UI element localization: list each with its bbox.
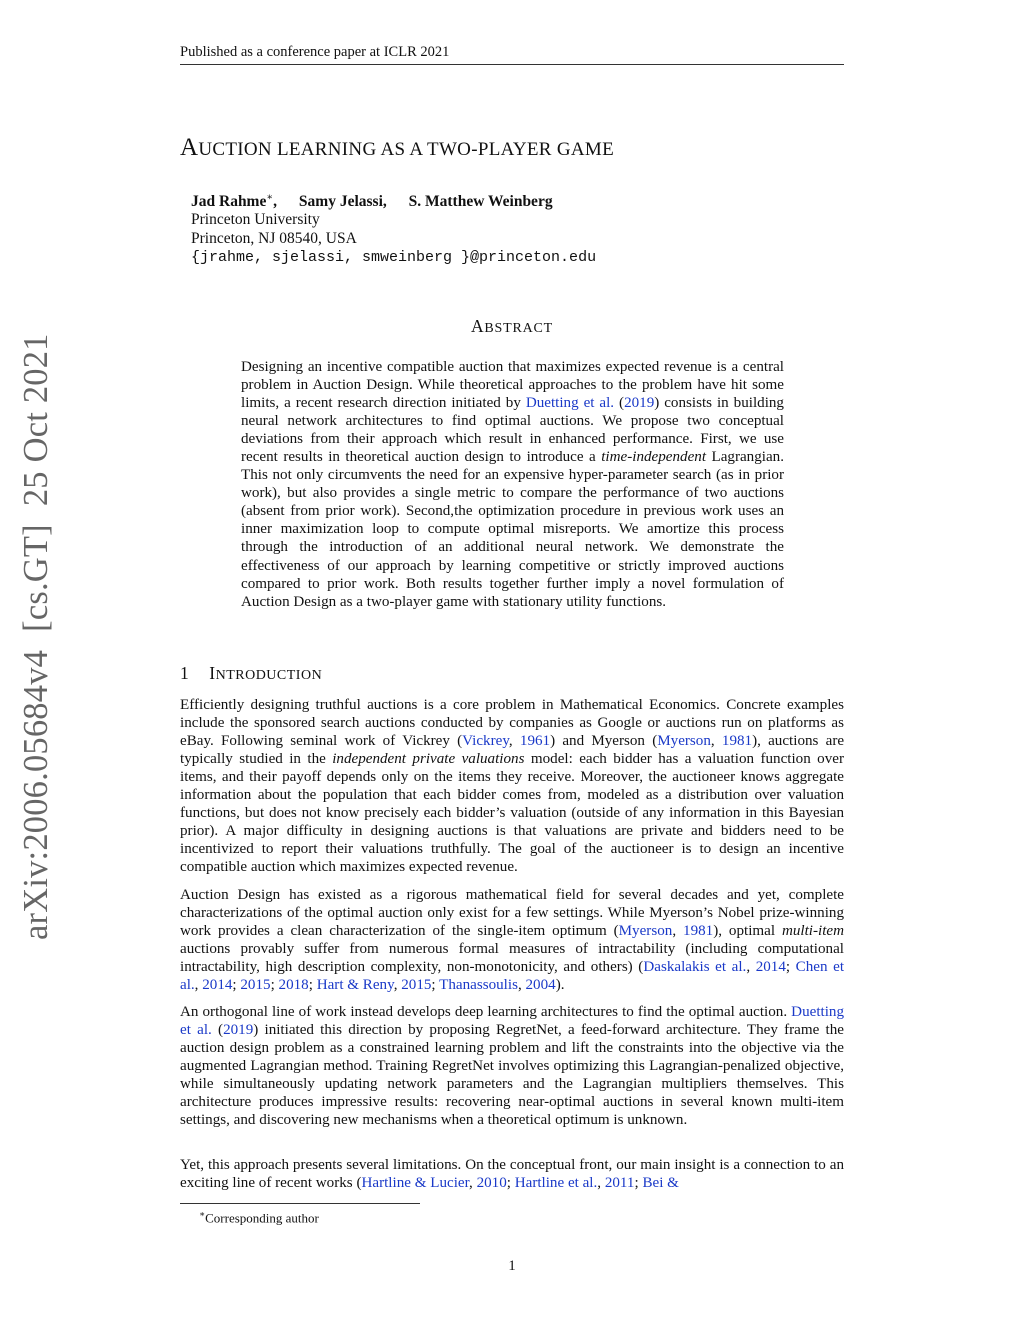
intro-paragraph-4: Yet, this approach presents several limitations. On the conceptual front, our main insight is a connection to an exciting line of recent works (Hartline & Lucier, 2010; Hartline et al., 2011; Bei & (180, 1157, 844, 1192)
title-first-letter: A (180, 134, 199, 161)
citation-link[interactable]: 2014 (755, 959, 786, 976)
abstract-heading: ABSTRACT (470, 316, 554, 336)
author: Samy Jelassi, (298, 193, 387, 211)
intro-paragraph-3: An orthogonal line of work instead develops deep learning architectures to find the optimal auction. Duetting et al. (2019) initiated this direction by proposing RegretNet, a feed-forward architecture. They frame the auction design problem as a constrained learning problem and lift the constraints into the objective via the augmented Lagrangian method. Training RegretNet involves optimizing this Lagrangian-penalized objective, while simultaneously updating network parameters and the Lagrangian multipliers themselves. This architecture produces impressive results: recovering near-optimal auctions in several known multi-item settings, and discovering new mechanisms when a theoretical optimum is unknown. (180, 1004, 844, 1129)
paper-title (180, 134, 614, 162)
citation-link[interactable]: 1961 (519, 733, 551, 750)
citation-link[interactable]: 2010 (476, 1175, 507, 1192)
citation-link[interactable]: 2015 (240, 977, 271, 994)
citation-link[interactable]: 2019 (223, 1022, 254, 1039)
citation-link[interactable]: Hart & Reny (316, 977, 394, 994)
arxiv-id: arXiv:2006.05684v4 (17, 649, 55, 940)
author-emails: {jrahme, sjelassi, smweinberg }@princeton.edu (191, 249, 597, 266)
intro-paragraph-1: Efficiently designing truthful auctions is a core problem in Mathematical Economics. Concrete examples include the sponsored search auctions conducted by companies as Google or auctions run on platforms as eBay. Following seminal work of Vickrey (Vickrey, 1961) and Myerson (Myerson, 1981), auctions are typically studied in the independent private valuations model: each bidder has a valuation function over items, and their payoff depends only on the items they receive. Moreover, the auctioneer knows aggregate information about the population that each bidder comes from, modeled as a distribution over valuation functions, but does not know precisely each bidder’s valuation (outside of any information in this Bayesian prior). A major difficulty in designing auctions is that valuations are private and bidders need to be incentivized to report their valuations truthfully. The goal of the auctioneer is to design an incentive compatible auction which maximizes expected revenue. (180, 697, 845, 876)
citation-link[interactable]: Myerson (657, 733, 711, 750)
arxiv-date: 25 Oct 2021 (17, 333, 55, 507)
citation-link[interactable]: Hartline & Lucier (361, 1175, 470, 1192)
author: Jad Rahme∗, (191, 192, 278, 211)
author: S. Matthew Weinberg (408, 193, 553, 211)
citation-link[interactable]: 1981 (683, 923, 714, 940)
citation-link[interactable]: Duetting et al. (525, 395, 615, 412)
citation-link[interactable]: 2019 (624, 395, 655, 412)
section-heading: 1 INTRODUCTION (180, 663, 323, 683)
running-header: Published as a conference paper at ICLR 2021 (180, 44, 450, 60)
footnote: ∗Corresponding author (199, 1209, 319, 1226)
citation-link[interactable]: 2015 (401, 977, 432, 994)
abstract-body: Designing an incentive compatible auction that maximizes expected revenue is a central problem in Auction Design. While theoretical approaches to the problem have hit some limits, a recent research direction initiated by Duetting et al. (2019) consists in building neural network architectures to find optimal auctions. We propose two conceptual deviations from their approach which result in enhanced performance. First, we use recent results in theoretical auction design to introduce a time-independent Lagrangian. This not only circumvents the need for an expensive hyper-parameter search (as in prior work), but also provides a single metric to compare the performance of two auctions (absent from prior work). Second,the optimization procedure in previous work uses an inner maximization loop to compute optimal misreports. We amortize this process through the introduction of an additional neural network. We demonstrate the effectiveness of our approach by learning competitive or strictly improved auctions compared to prior work. Both results together further imply a novel formulation of Auction Design as a two-player game with stationary utility functions. (241, 359, 784, 610)
citation-link[interactable]: Vickrey (462, 733, 509, 750)
citation-link[interactable]: Myerson (618, 923, 673, 940)
title-rest: UCTION LEARNING AS A TWO-PLAYER GAME (198, 139, 614, 160)
citation-link[interactable]: 2018 (278, 977, 309, 994)
citation-link[interactable]: 2011 (604, 1175, 635, 1192)
citation-link[interactable]: 2014 (202, 977, 233, 994)
footnote-rule (180, 1203, 420, 1204)
citation-link[interactable]: 2004 (525, 977, 556, 994)
intro-paragraph-2: Auction Design has existed as a rigorous mathematical field for several decades and yet, complete characterizations of the optimal auction only exist for a few settings. While Myerson’s Nobel prize-winning work provides a clean characterization of the single-item optimum (Myerson, 1981), optimal multi-item auctions provably suffer from numerous formal measures of intractability (including computational intractability, high description complexity, non-monotonicity, and others) (Daskalakis et al., 2014; Chen et al., 2014; 2015; 2018; Hart & Reny, 2015; Thanassoulis, 2004). (180, 887, 845, 994)
arxiv-category: [cs.GT] (17, 524, 55, 632)
author-list (191, 192, 571, 211)
citation-link[interactable]: 1981 (721, 733, 753, 750)
citation-link[interactable]: Hartline et al. (514, 1175, 598, 1192)
header-rule (180, 64, 844, 65)
citation-link[interactable]: Bei & (642, 1175, 679, 1192)
affiliation-address: Princeton, NJ 08540, USA (191, 230, 357, 247)
page-number: 1 (508, 1258, 516, 1274)
citation-link[interactable]: Duetting et al. (180, 1004, 844, 1039)
citation-link[interactable]: Chen et al. (180, 959, 845, 994)
citation-link[interactable]: Daskalakis et al. (643, 959, 747, 976)
citation-link[interactable]: Thanassoulis (439, 977, 518, 994)
affiliation-institution: Princeton University (191, 211, 320, 228)
